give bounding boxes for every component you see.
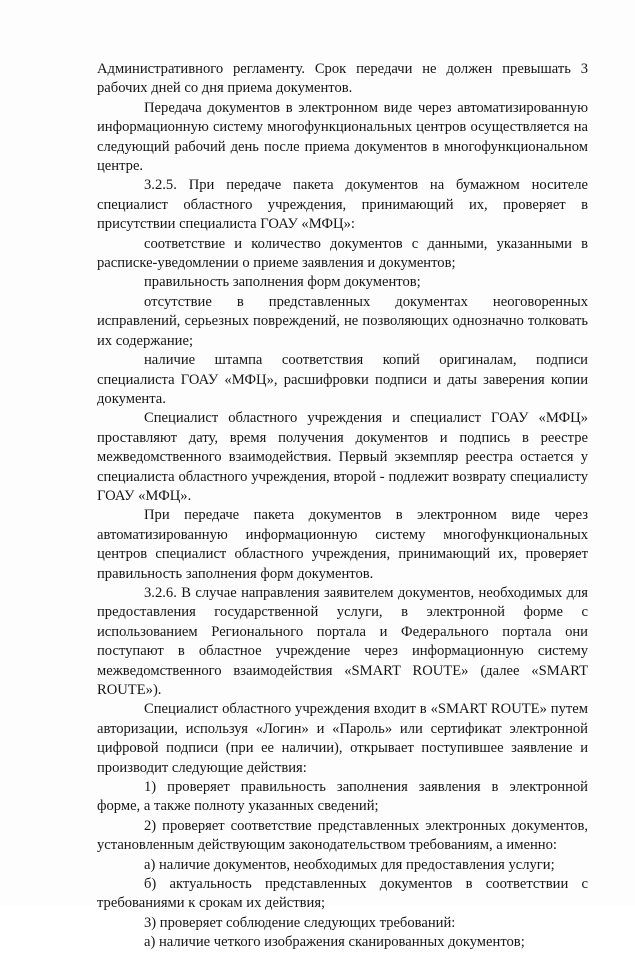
paragraph: Специалист областного учреждения и специалист ГОАУ «МФЦ» проставляют дату, время получения документов и подпись в реестре межведомственного взаимодействия. Первый экземпляр реестра остается у специалиста областного учреждения, второй - подлежит возврату специалисту ГОАУ «МФЦ». (97, 410, 588, 504)
paragraph: Передача документов в электронном виде через автоматизированную информационную систему многофункциональных центров осуществляется на следующий рабочий день после приема документов в многофункциональном центре. (97, 99, 588, 175)
list-item: б) актуальность представленных документов в соответствии с требованиями к срокам их действия; (97, 876, 588, 912)
list-item: а) наличие документов, необходимых для предоставления услуги; (144, 856, 555, 873)
list-item: 3) проверяет соблюдение следующих требований: (144, 914, 456, 931)
paragraph: При передаче пакета документов в электронном виде через автоматизированную информационную систему многофункциональных центров специалист областного учреждения, принимающий их, проверяет правильность заполнения форм документов. (97, 507, 588, 582)
paragraph: 3.2.5. При передаче пакета документов на бумажном носителе специалист областного учреждения, принимающий их, проверяет в присутствии специалиста ГОАУ «МФЦ»: (97, 177, 588, 233)
paragraph: 3.2.6. В случае направления заявителем документов, необходимых для предоставления государственной услуги, в электронной форме с использованием Регионального портала и Федерального портала они поступают в областное учреждение через информационную систему межведомственного взаимодействия «SMART ROUTE» (далее «SMART ROUTE»). (97, 584, 588, 698)
list-item: 1) проверяет правильность заполнения заявления в электронной форме, а также полноту указанных сведений; (97, 779, 588, 815)
list-item: 2) проверяет соответствие представленных электронных документов, установленным действующим законодательством требованиям, а именно: (97, 817, 588, 854)
paragraph: Специалист областного учреждения входит в «SMART ROUTE» путем авторизации, используя «Логин» и «Пароль» или сертификат электронной цифровой подписи (при ее наличии), открывает поступившее заявление и производит следующие действия: (97, 701, 588, 776)
list-item: правильность заполнения форм документов; (144, 274, 421, 291)
list-item: наличие штампа соответствия копий оригиналам, подписи специалиста ГОАУ «МФЦ», расшифровки подписи и даты заверения копии документа. (97, 352, 588, 407)
list-item: а) наличие четкого изображения сканированных документов; (144, 934, 525, 951)
list-item: соответствие и количество документов с данными, указанными в расписке-уведомлении о приеме заявления и документов; (97, 235, 588, 272)
list-item: отсутствие в представленных документах неоговоренных исправлений, серьезных повреждений, не позволяющих однозначно толковать их содержание; (97, 293, 588, 349)
paragraph: Административного регламенту. Срок передачи не должен превышать 3 рабочих дней со дня приема документов. (97, 61, 588, 97)
